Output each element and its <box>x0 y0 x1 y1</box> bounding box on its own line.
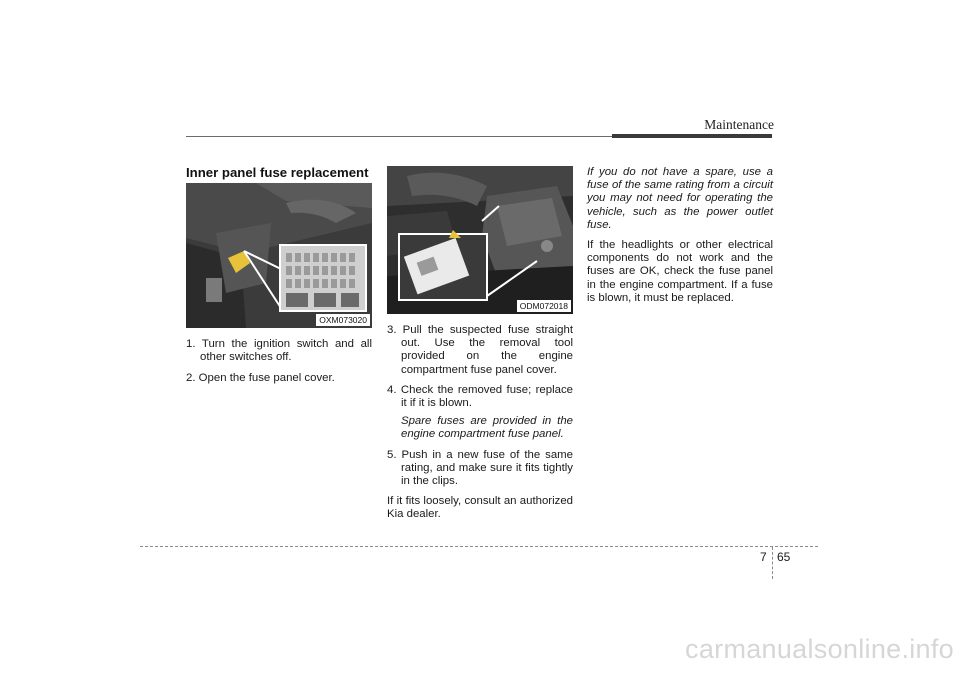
list-item: 4. Check the removed fuse; replace it if it is blown. <box>387 383 573 410</box>
section-heading: Inner panel fuse replacement <box>186 165 369 180</box>
engine-fuse-paragraph: If the headlights or other electrical components do not work and the fuses are OK, check the fuse panel in the engine compartment. If a fuse is blown, it must be replaced. <box>587 239 773 304</box>
spare-fuse-note: Spare fuses are provided in the engine compartment fuse panel. <box>401 415 573 441</box>
list-item: 3. Pull the suspected fuse straight out. Use the removal tool provided on the engine compartment fuse panel cover. <box>387 324 573 376</box>
list-item: 2. Open the fuse panel cover. <box>186 371 335 384</box>
section-title: Maintenance <box>704 117 774 132</box>
spare-advice-paragraph: If you do not have a spare, use a fuse of the same rating from a circuit you may not need for operating the vehicle, such as the power outlet fuse. <box>587 166 773 231</box>
engine-fuse-panel-photo <box>387 166 573 314</box>
footer-rule <box>140 546 818 547</box>
image-code: OXM073020 <box>316 314 370 326</box>
watermark-text: carmanualsonline.info <box>685 634 954 664</box>
column-1 <box>186 166 372 392</box>
header-accent-bar <box>612 134 772 138</box>
steps-list <box>186 338 372 385</box>
column-2 <box>387 166 573 529</box>
steps-list-continued <box>387 449 573 489</box>
list-item: 1. Turn the ignition switch and all other switches off. <box>186 338 372 364</box>
interior-fuse-panel-photo <box>186 183 372 328</box>
column-3 <box>587 166 773 312</box>
steps-list <box>387 324 573 410</box>
footer-divider <box>772 547 773 579</box>
list-item: 5. Push in a new fuse of the same rating, and make sure it fits tightly in the clips. <box>387 448 573 488</box>
closing-paragraph: If it fits loosely, consult an authorized Kia dealer. <box>387 495 573 521</box>
image-code: ODM072018 <box>517 300 571 312</box>
chapter-number: 7 <box>760 550 767 564</box>
page-number: 65 <box>777 550 791 564</box>
